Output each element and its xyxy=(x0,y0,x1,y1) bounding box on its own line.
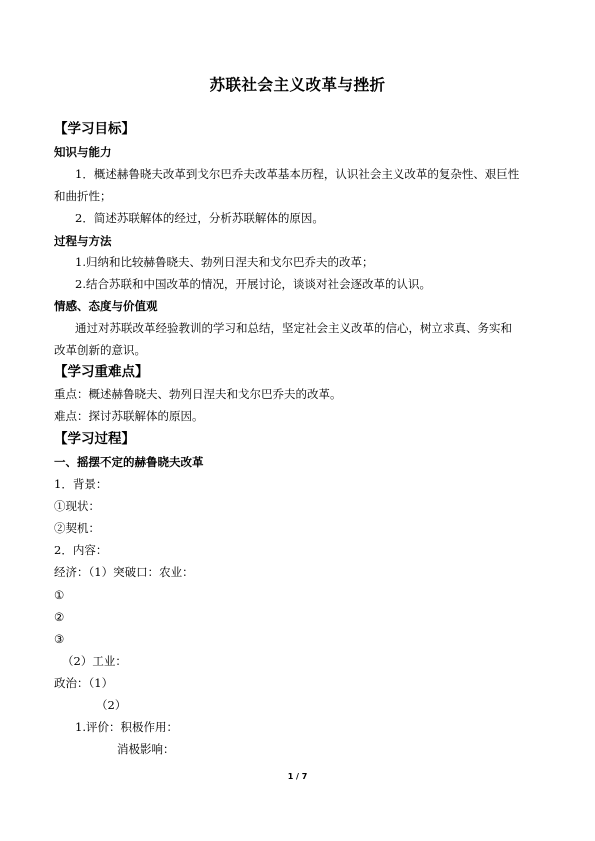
industry-line: （2）工业： xyxy=(62,654,127,668)
page-number: 1 / 7 xyxy=(287,772,308,781)
content-label: 2．内容： xyxy=(54,543,108,557)
keypoint-text: 重点：概述赫鲁晓夫、勃列日涅夫和戈尔巴乔夫的改革。 xyxy=(54,387,342,401)
keypoints-heading: 【学习重难点】 xyxy=(54,364,149,380)
study-process-heading: 【学习过程】 xyxy=(54,431,135,447)
emotion-item-1-cont: 改革创新的意识。 xyxy=(54,343,146,357)
economy-item-3: ③ xyxy=(54,632,65,646)
knowledge-item-1-cont: 和曲折性； xyxy=(54,189,112,203)
economy-item-1: ① xyxy=(54,588,65,602)
background-status: ①现状： xyxy=(54,499,100,513)
background-chance: ②契机： xyxy=(54,521,100,535)
evaluation-positive: 1.评价：积极作用： xyxy=(75,720,178,734)
emotion-item-1: 通过对苏联改革经验教训的学习和总结，坚定社会主义改革的信心，树立求真、务实和 xyxy=(75,321,512,335)
economy-item-2: ② xyxy=(54,610,65,624)
difficulty-text: 难点：探讨苏联解体的原因。 xyxy=(54,409,204,423)
goals-heading: 【学习目标】 xyxy=(54,121,135,137)
background-label: 1．背景： xyxy=(54,477,108,491)
evaluation-negative: 消极影响： xyxy=(117,742,175,756)
process-item-1: 1.归纳和比较赫鲁晓夫、勃列日涅夫和戈尔巴乔夫的改革； xyxy=(75,255,374,269)
politics-line: 政治：（1） xyxy=(54,676,114,690)
process-item-2: 2.结合苏联和中国改革的情况，开展讨论，谈谈对社会逐改革的认识。 xyxy=(75,277,431,291)
knowledge-heading: 知识与能力 xyxy=(54,145,112,159)
part1-heading: 一、摇摆不定的赫鲁晓夫改革 xyxy=(54,455,204,469)
economy-line: 经济：（1）突破口：农业： xyxy=(54,565,194,579)
knowledge-item-2: 2．简述苏联解体的经过，分析苏联解体的原因。 xyxy=(75,211,324,225)
politics-line-2: （2） xyxy=(96,698,127,712)
process-heading: 过程与方法 xyxy=(54,234,112,248)
page-title: 苏联社会主义改革与挫折 xyxy=(209,76,386,94)
knowledge-item-1: 1．概述赫鲁晓夫改革到戈尔巴乔夫改革基本历程，认识社会主义改革的复杂性、艰巨性 xyxy=(75,167,520,181)
emotion-heading: 情感、态度与价值观 xyxy=(54,299,158,313)
